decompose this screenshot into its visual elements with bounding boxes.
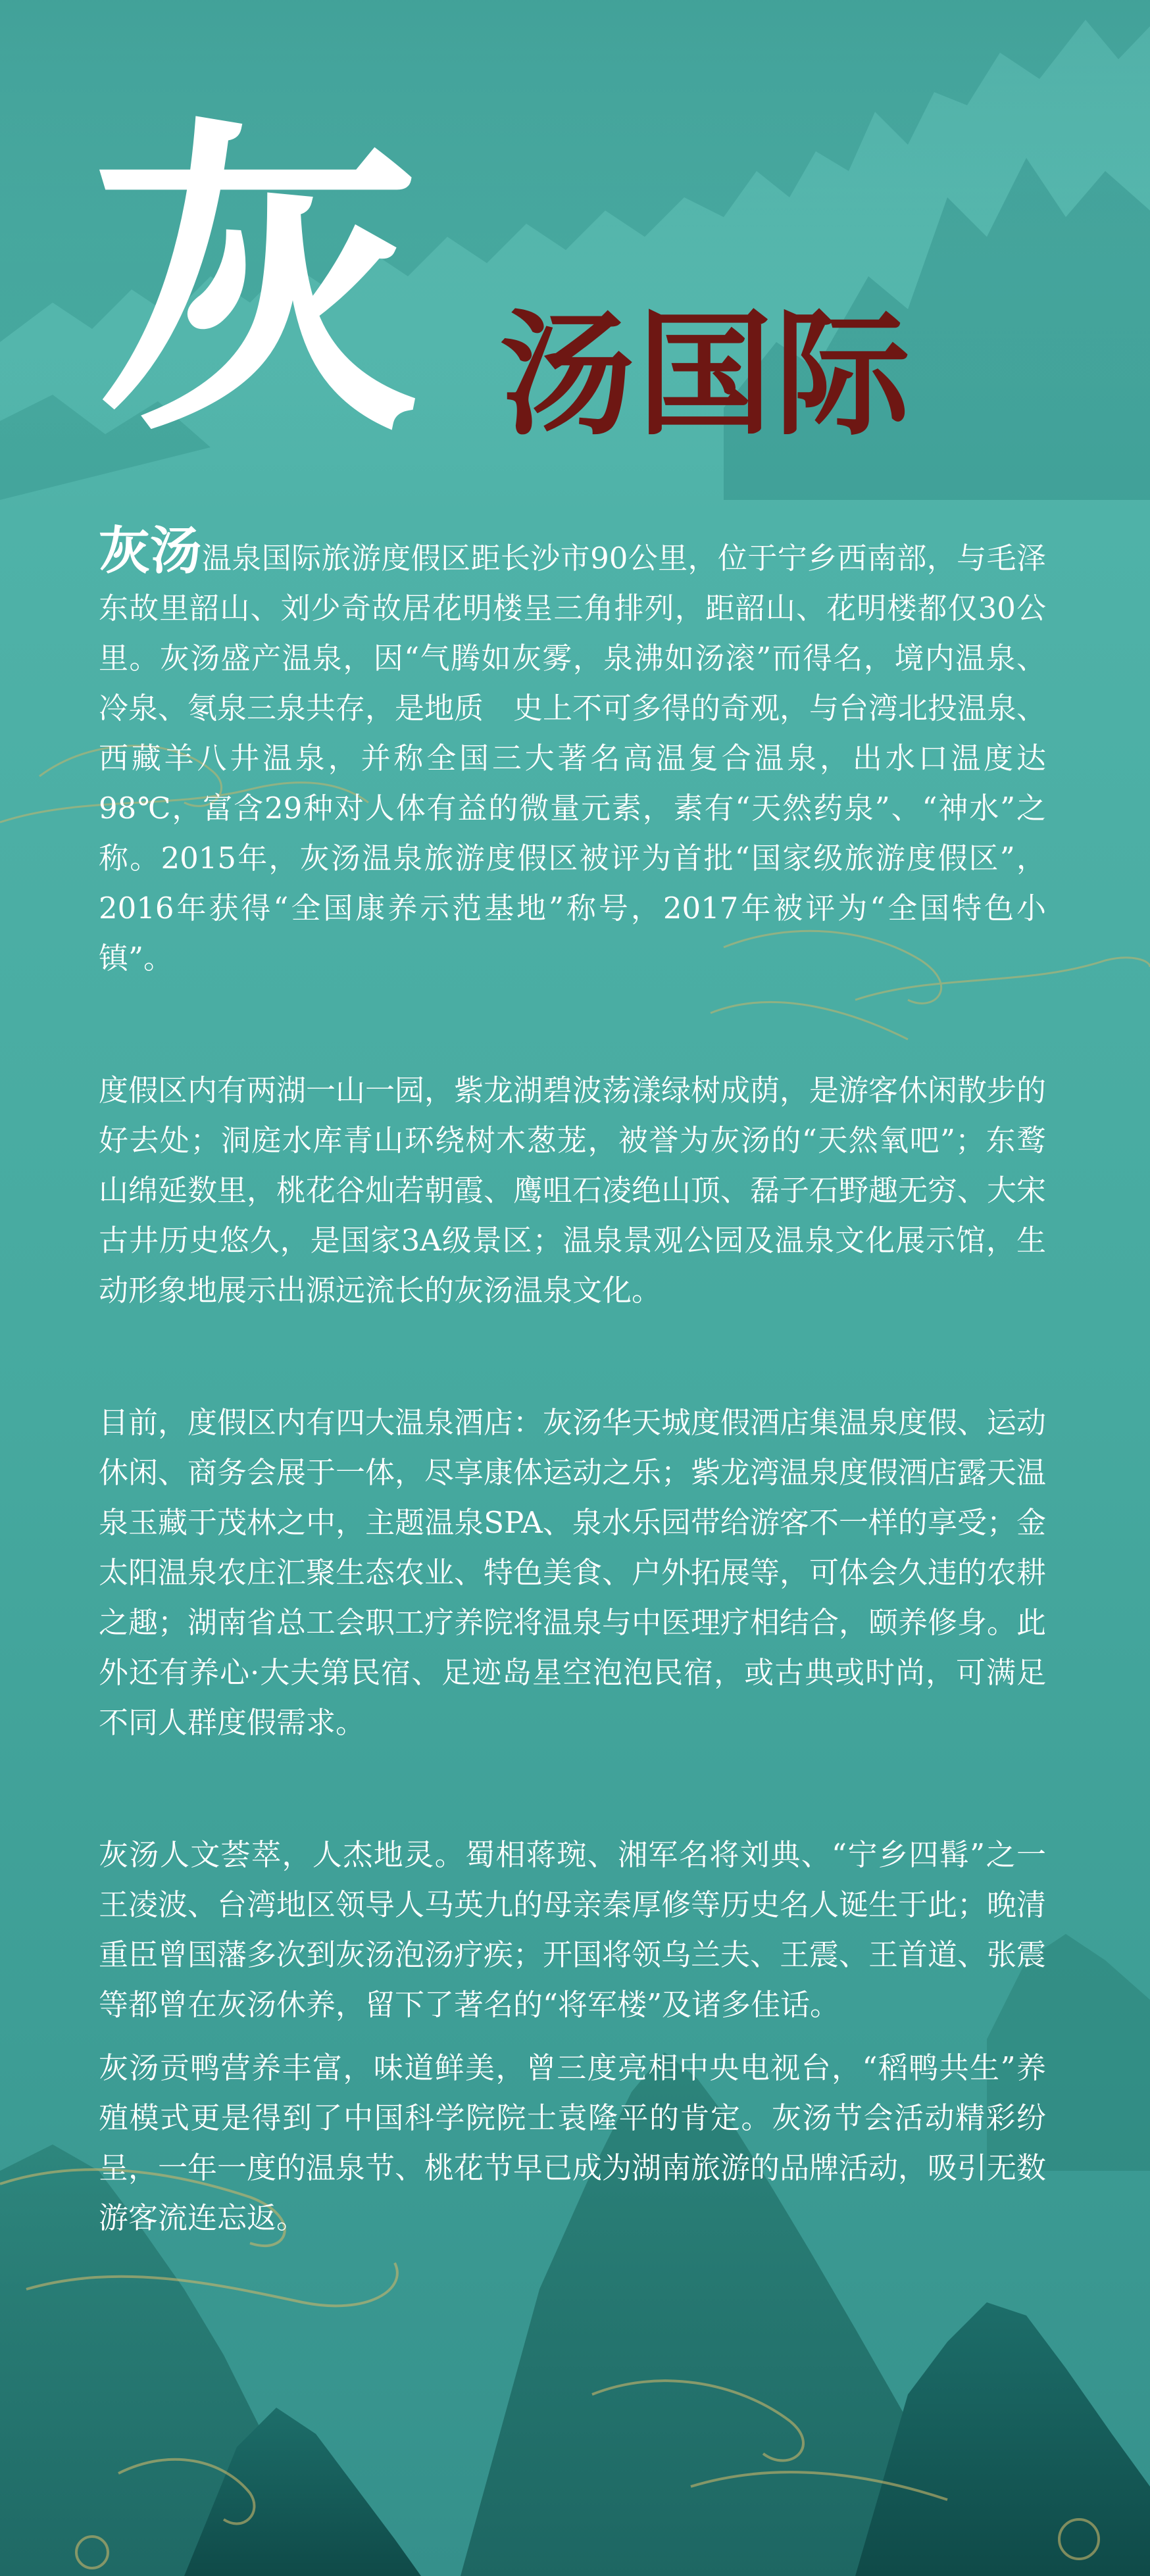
paragraph-scenery: 度假区内有两湖一山一园，紫龙湖碧波荡漾绿树成荫，是游客休闲散步的好去处；洞庭水库青山环绕树木葱茏，被誉为灰汤的“天然氧吧”；东鹜山绵延数里，桃花谷灿若朝霞、鹰咀石凌绝山顶、磊子石野趣无穷、大宋古井历史悠久，是国家3A级景区；温泉景观公园及温泉文化展示馆，生动形象地展示出源远流长的灰汤温泉文化。 bbox=[99, 1073, 1047, 1308]
paragraph-hotels: 目前，度假区内有四大温泉酒店：灰汤华天城度假酒店集温泉度假、运动休闲、商务会展于一体，尽享康体运动之乐；紫龙湾温泉度假酒店露天温泉玉藏于茂林之中，主题温泉SPA、泉水乐园带给游客不一样的享受；金太阳温泉农庄汇聚生态农业、特色美食、户外拓展等，可体会久违的农耕之趣；湖南省总工会职工疗养院将温泉与中医理疗相结合，颐养修身。此外还有养心·大夫第民宿、足迹岛星空泡泡民宿，或古典或时尚，可满足不同人群度假需求。 bbox=[99, 1405, 1047, 1740]
intro-text: 温泉国际旅游度假区距长沙市90公里，位于宁乡西南部，与毛泽东故里韶山、刘少奇故居花明楼呈三角排列，距韶山、花明楼都仅30公里。灰汤盛产温泉，因“气腾如灰雾，泉沸如汤滚”而得名，境内温泉、冷泉、氡泉三泉共存，是地质 史上不可多得的奇观，与台湾北投温泉、西藏羊八井温泉，并称全国三大著名高温复合温泉，出水口温度达98℃，富含29种对人体有益的微量元素，素有“天然药泉”、“神水”之称。2015年，灰汤温泉旅游度假区被评为首批“国家级旅游度假区”，2016年获得“全国康养示范基地”称号，2017年被评为“全国特色小镇”。 bbox=[99, 541, 1047, 976]
title-main: 灰 bbox=[92, 89, 421, 476]
title-subtitle: 汤国际 bbox=[500, 296, 913, 454]
intro-lead: 灰汤 bbox=[99, 521, 202, 581]
paragraph-culture: 灰汤人文荟萃，人杰地灵。蜀相蒋琬、湘军名将刘典、“宁乡四髯”之一王凌波、台湾地区领导人马英九的母亲秦厚修等历史名人诞生于此；晚清重臣曾国藩多次到灰汤泡汤疗疾；开国将领乌兰夫、王震、王首道、张震等都曾在灰汤休养，留下了著名的“将军楼”及诸多佳话。 bbox=[99, 1837, 1047, 2022]
paragraph-specialty: 灰汤贡鸭营养丰富，味道鲜美，曾三度亮相中央电视台，“稻鸭共生”养殖模式更是得到了中国科学院院士袁隆平的肯定。灰汤节会活动精彩纷呈，一年一度的温泉节、桃花节早已成为湖南旅游的品牌活动，吸引无数游客流连忘返。 bbox=[99, 2050, 1047, 2235]
paragraph-intro bbox=[99, 521, 1047, 983]
body-text bbox=[99, 521, 1047, 2243]
